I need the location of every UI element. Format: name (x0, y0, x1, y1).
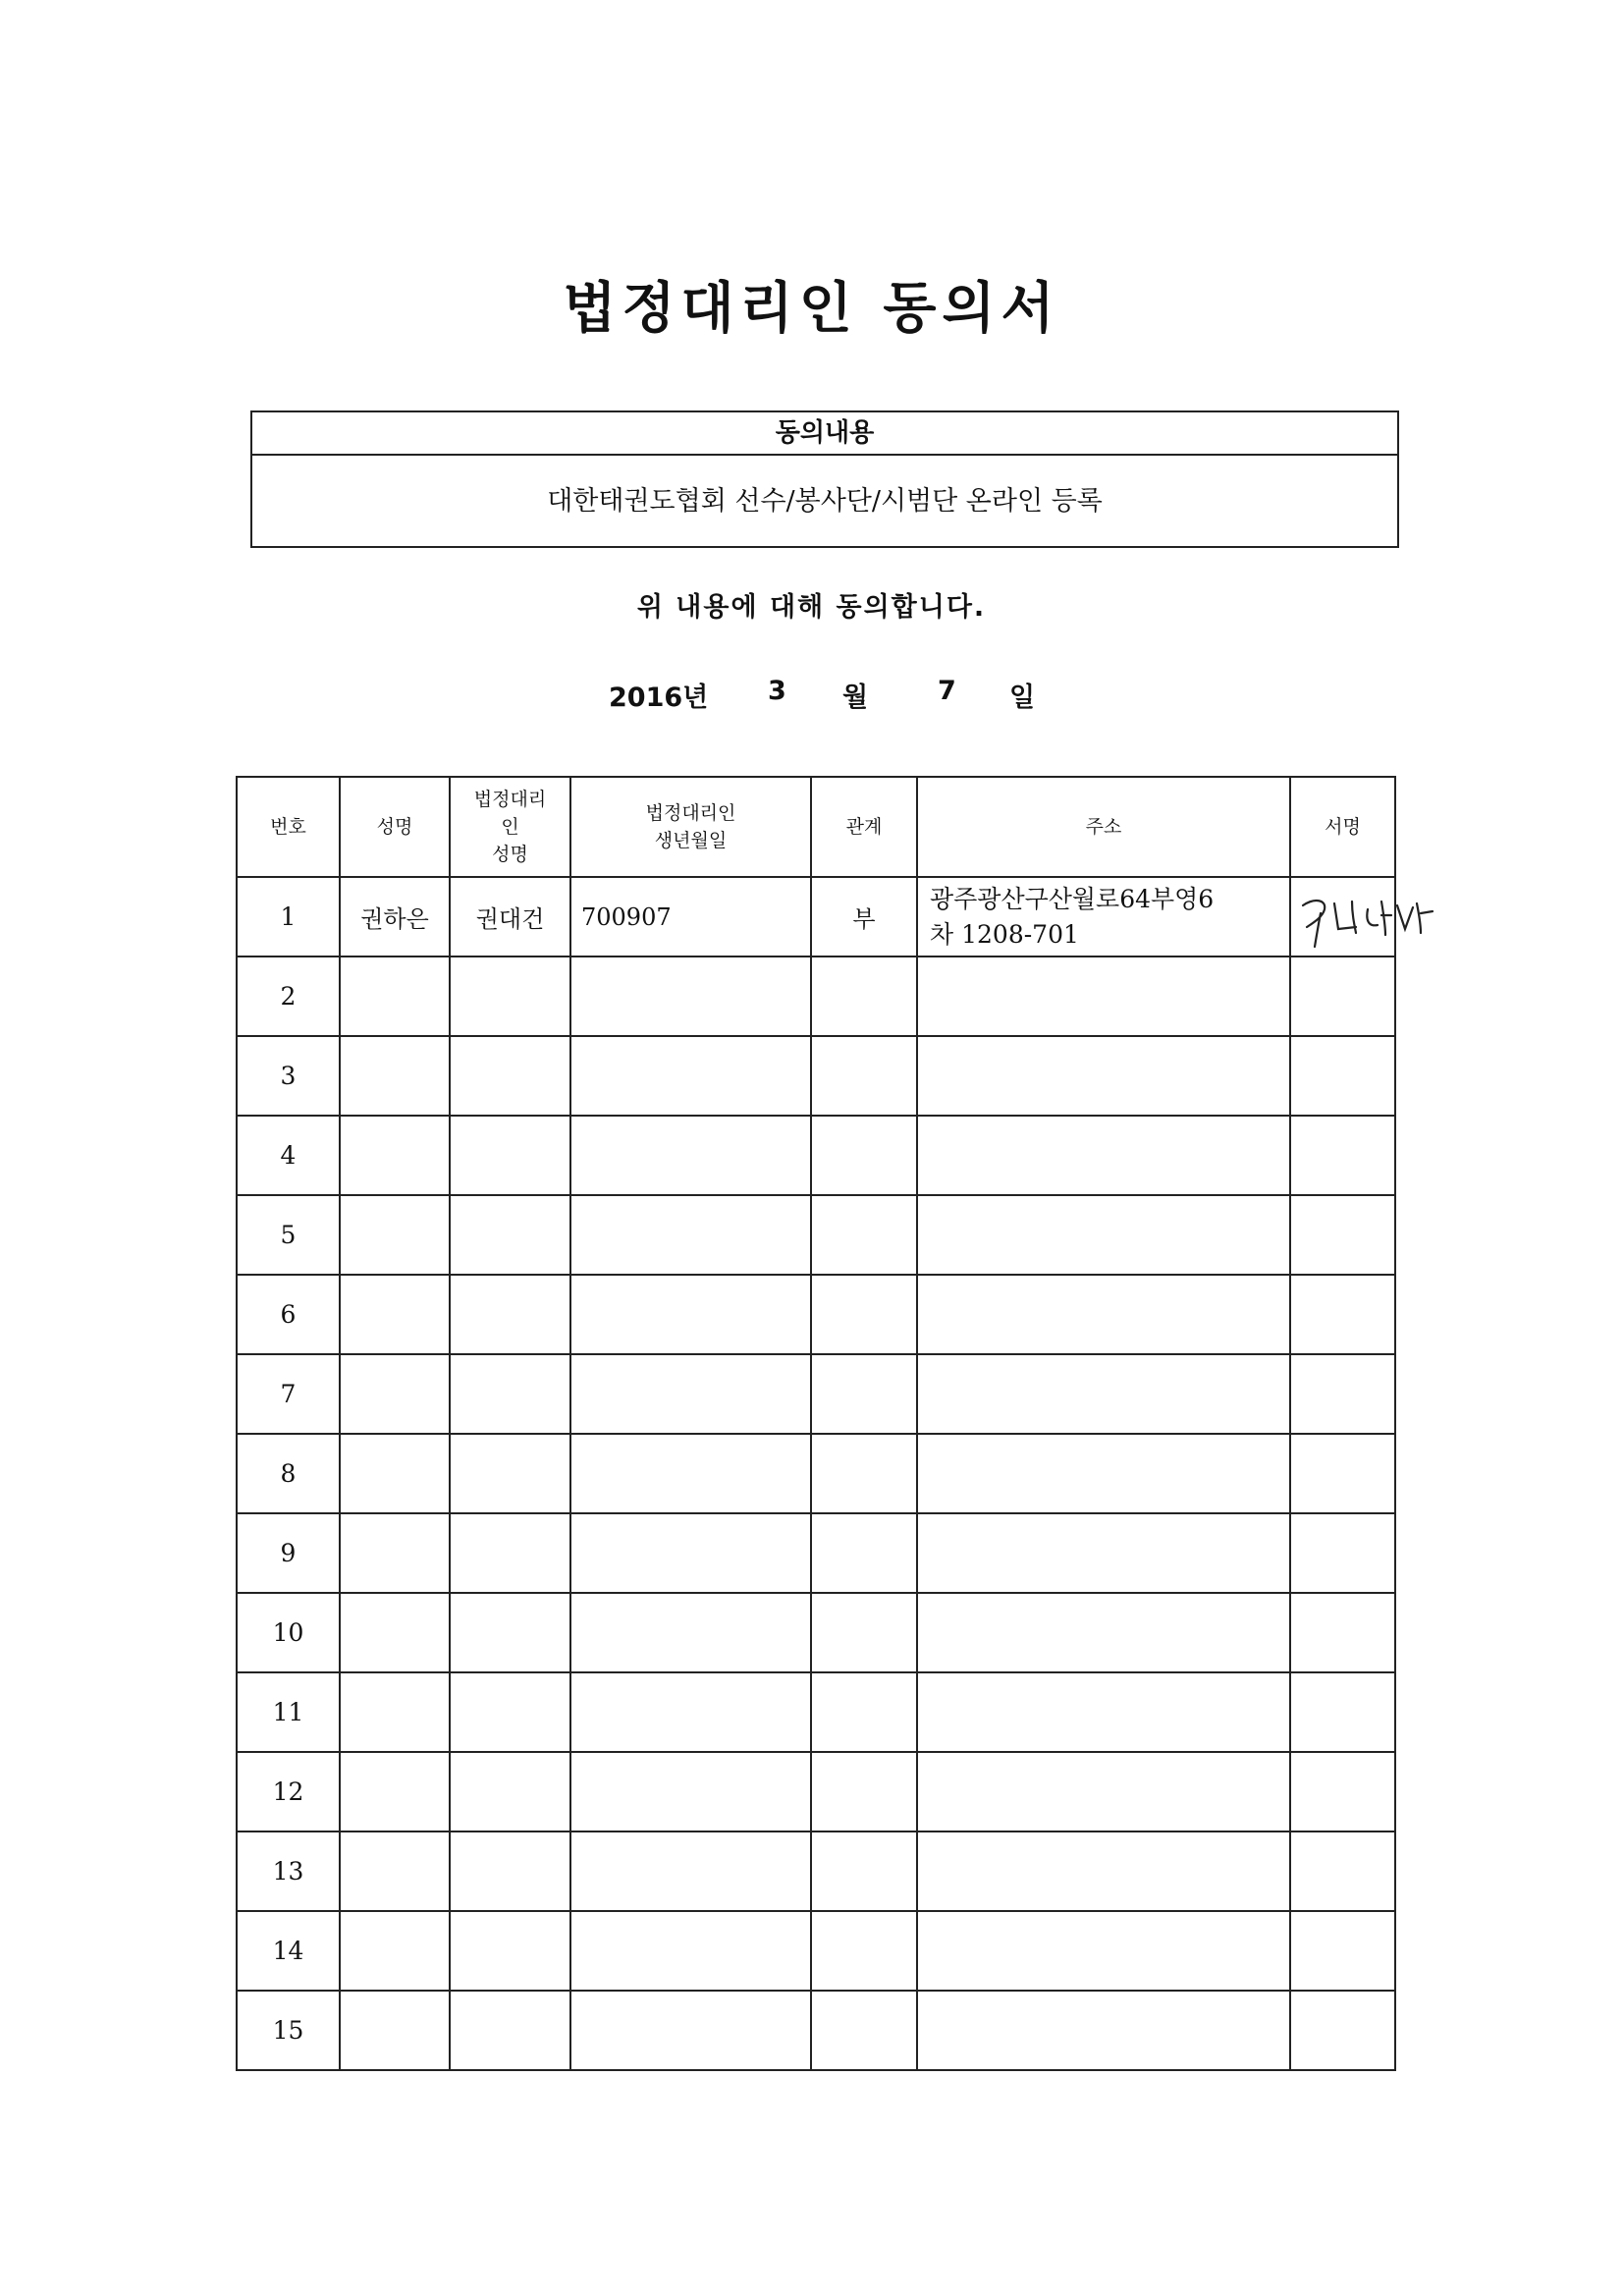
row-name: 권하은 (340, 877, 450, 957)
row-guardian (450, 1593, 570, 1672)
row-address (917, 1195, 1290, 1275)
row-birth: 700907 (570, 877, 811, 957)
table-row (237, 1991, 1395, 2070)
row-name (340, 1752, 450, 1831)
row-no: 9 (237, 1513, 340, 1593)
row-relation (811, 1513, 917, 1593)
header-name: 성명 (340, 777, 450, 877)
row-signature (1290, 877, 1395, 957)
row-no: 12 (237, 1752, 340, 1831)
document-title: 법정대리인 동의서 (563, 277, 1060, 341)
date-year: 2016년 (609, 683, 709, 713)
row-address-line2: 차 1208-701 (930, 919, 1079, 949)
header-guardian-birth-line2: 생년월일 (654, 830, 728, 851)
table-row (237, 1672, 1395, 1752)
row-guardian (450, 1831, 570, 1911)
row-signature (1290, 1275, 1395, 1354)
row-name (340, 957, 450, 1036)
row-guardian (450, 957, 570, 1036)
row-no: 6 (237, 1275, 340, 1354)
table-row (237, 1831, 1395, 1911)
row-signature (1290, 1195, 1395, 1275)
row-guardian (450, 1434, 570, 1513)
header-guardian-name-line3: 성명 (492, 844, 528, 865)
table-row (237, 1354, 1395, 1434)
row-relation (811, 1354, 917, 1434)
row-no: 8 (237, 1434, 340, 1513)
row-signature (1290, 1116, 1395, 1195)
row-no: 4 (237, 1116, 340, 1195)
row-guardian (450, 1991, 570, 2070)
table-header-row (237, 777, 1395, 877)
row-name (340, 1513, 450, 1593)
row-no: 3 (237, 1036, 340, 1116)
row-relation (811, 957, 917, 1036)
row-address (917, 1831, 1290, 1911)
row-signature (1290, 1354, 1395, 1434)
table-row (237, 877, 1395, 957)
table-row (237, 1434, 1395, 1513)
consent-content-body: 대한태권도협회 선수/봉사단/시범단 온라인 등록 (547, 486, 1103, 517)
row-guardian (450, 1116, 570, 1195)
row-signature (1290, 1513, 1395, 1593)
row-name (340, 1354, 450, 1434)
row-address (917, 1593, 1290, 1672)
row-signature (1290, 1991, 1395, 2070)
row-birth (570, 1991, 811, 2070)
row-no: 10 (237, 1593, 340, 1672)
row-relation (811, 1991, 917, 2070)
row-relation (811, 1275, 917, 1354)
row-relation (811, 1195, 917, 1275)
table-row (237, 1195, 1395, 1275)
row-guardian (450, 1195, 570, 1275)
header-guardian-name-line1: 법정대리 (473, 789, 547, 810)
row-guardian (450, 1036, 570, 1116)
date-day: 7 (938, 676, 956, 706)
table-row (237, 957, 1395, 1036)
row-signature (1290, 1831, 1395, 1911)
row-birth (570, 1831, 811, 1911)
table-row (237, 1275, 1395, 1354)
table-row (237, 1513, 1395, 1593)
row-birth (570, 1354, 811, 1434)
row-no: 11 (237, 1672, 340, 1752)
row-birth (570, 1752, 811, 1831)
header-address: 주소 (917, 777, 1290, 877)
row-address (917, 1752, 1290, 1831)
row-signature (1290, 957, 1395, 1036)
row-no: 2 (237, 957, 340, 1036)
row-birth (570, 1036, 811, 1116)
row-birth (570, 957, 811, 1036)
date-month: 3 (768, 676, 786, 706)
row-address (917, 1911, 1290, 1991)
row-birth (570, 1513, 811, 1593)
consent-content-box (250, 410, 1399, 548)
row-address (917, 877, 1290, 957)
row-relation (811, 1593, 917, 1672)
row-relation (811, 1831, 917, 1911)
row-no: 7 (237, 1354, 340, 1434)
row-birth (570, 1195, 811, 1275)
row-name (340, 1036, 450, 1116)
row-birth (570, 1911, 811, 1991)
header-guardian-birth-line1: 법정대리인 (645, 802, 736, 824)
table-row (237, 1036, 1395, 1116)
row-name (340, 1593, 450, 1672)
row-birth (570, 1116, 811, 1195)
table-row (237, 1752, 1395, 1831)
row-signature (1290, 1752, 1395, 1831)
row-relation (811, 1752, 917, 1831)
row-address (917, 1354, 1290, 1434)
row-name (340, 1275, 450, 1354)
header-signature: 서명 (1290, 777, 1395, 877)
row-signature (1290, 1672, 1395, 1752)
row-address-line1: 광주광산구산월로64부영6 (930, 884, 1215, 913)
row-guardian (450, 1354, 570, 1434)
agree-statement: 위 내용에 대해 동의합니다. (636, 592, 987, 623)
row-name (340, 1434, 450, 1513)
row-birth (570, 1672, 811, 1752)
row-name (340, 1991, 450, 2070)
row-relation (811, 1116, 917, 1195)
table-row (237, 1116, 1395, 1195)
row-no: 13 (237, 1831, 340, 1911)
row-relation (811, 1672, 917, 1752)
row-name (340, 1911, 450, 1991)
row-address (917, 1036, 1290, 1116)
row-relation: 부 (811, 877, 917, 957)
row-relation (811, 1911, 917, 1991)
table-row (237, 1593, 1395, 1672)
header-guardian-name (450, 777, 570, 877)
row-guardian (450, 1275, 570, 1354)
row-no: 1 (237, 877, 340, 957)
row-address (917, 1434, 1290, 1513)
row-guardian (450, 1513, 570, 1593)
row-address (917, 1513, 1290, 1593)
row-name (340, 1831, 450, 1911)
row-relation (811, 1434, 917, 1513)
header-guardian-birth (570, 777, 811, 877)
row-address (917, 1672, 1290, 1752)
row-name (340, 1195, 450, 1275)
row-signature (1290, 1911, 1395, 1991)
row-address (917, 1275, 1290, 1354)
row-guardian: 권대건 (450, 877, 570, 957)
row-no: 5 (237, 1195, 340, 1275)
consent-content-header: 동의내용 (252, 412, 1397, 456)
date-month-unit: 월 (842, 683, 869, 713)
row-address (917, 957, 1290, 1036)
row-no: 15 (237, 1991, 340, 2070)
header-guardian-name-line2: 인 (501, 816, 519, 838)
row-no: 14 (237, 1911, 340, 1991)
row-birth (570, 1434, 811, 1513)
row-guardian (450, 1752, 570, 1831)
row-relation (811, 1036, 917, 1116)
row-guardian (450, 1911, 570, 1991)
handwritten-signature (1295, 884, 1442, 953)
guardian-table (236, 776, 1396, 2071)
row-signature (1290, 1593, 1395, 1672)
date-day-unit: 일 (1009, 683, 1036, 713)
row-address (917, 1991, 1290, 2070)
row-address (917, 1116, 1290, 1195)
row-name (340, 1672, 450, 1752)
header-relation: 관계 (811, 777, 917, 877)
row-guardian (450, 1672, 570, 1752)
row-signature (1290, 1434, 1395, 1513)
row-signature (1290, 1036, 1395, 1116)
row-birth (570, 1593, 811, 1672)
header-no: 번호 (237, 777, 340, 877)
row-name (340, 1116, 450, 1195)
table-row (237, 1911, 1395, 1991)
row-birth (570, 1275, 811, 1354)
